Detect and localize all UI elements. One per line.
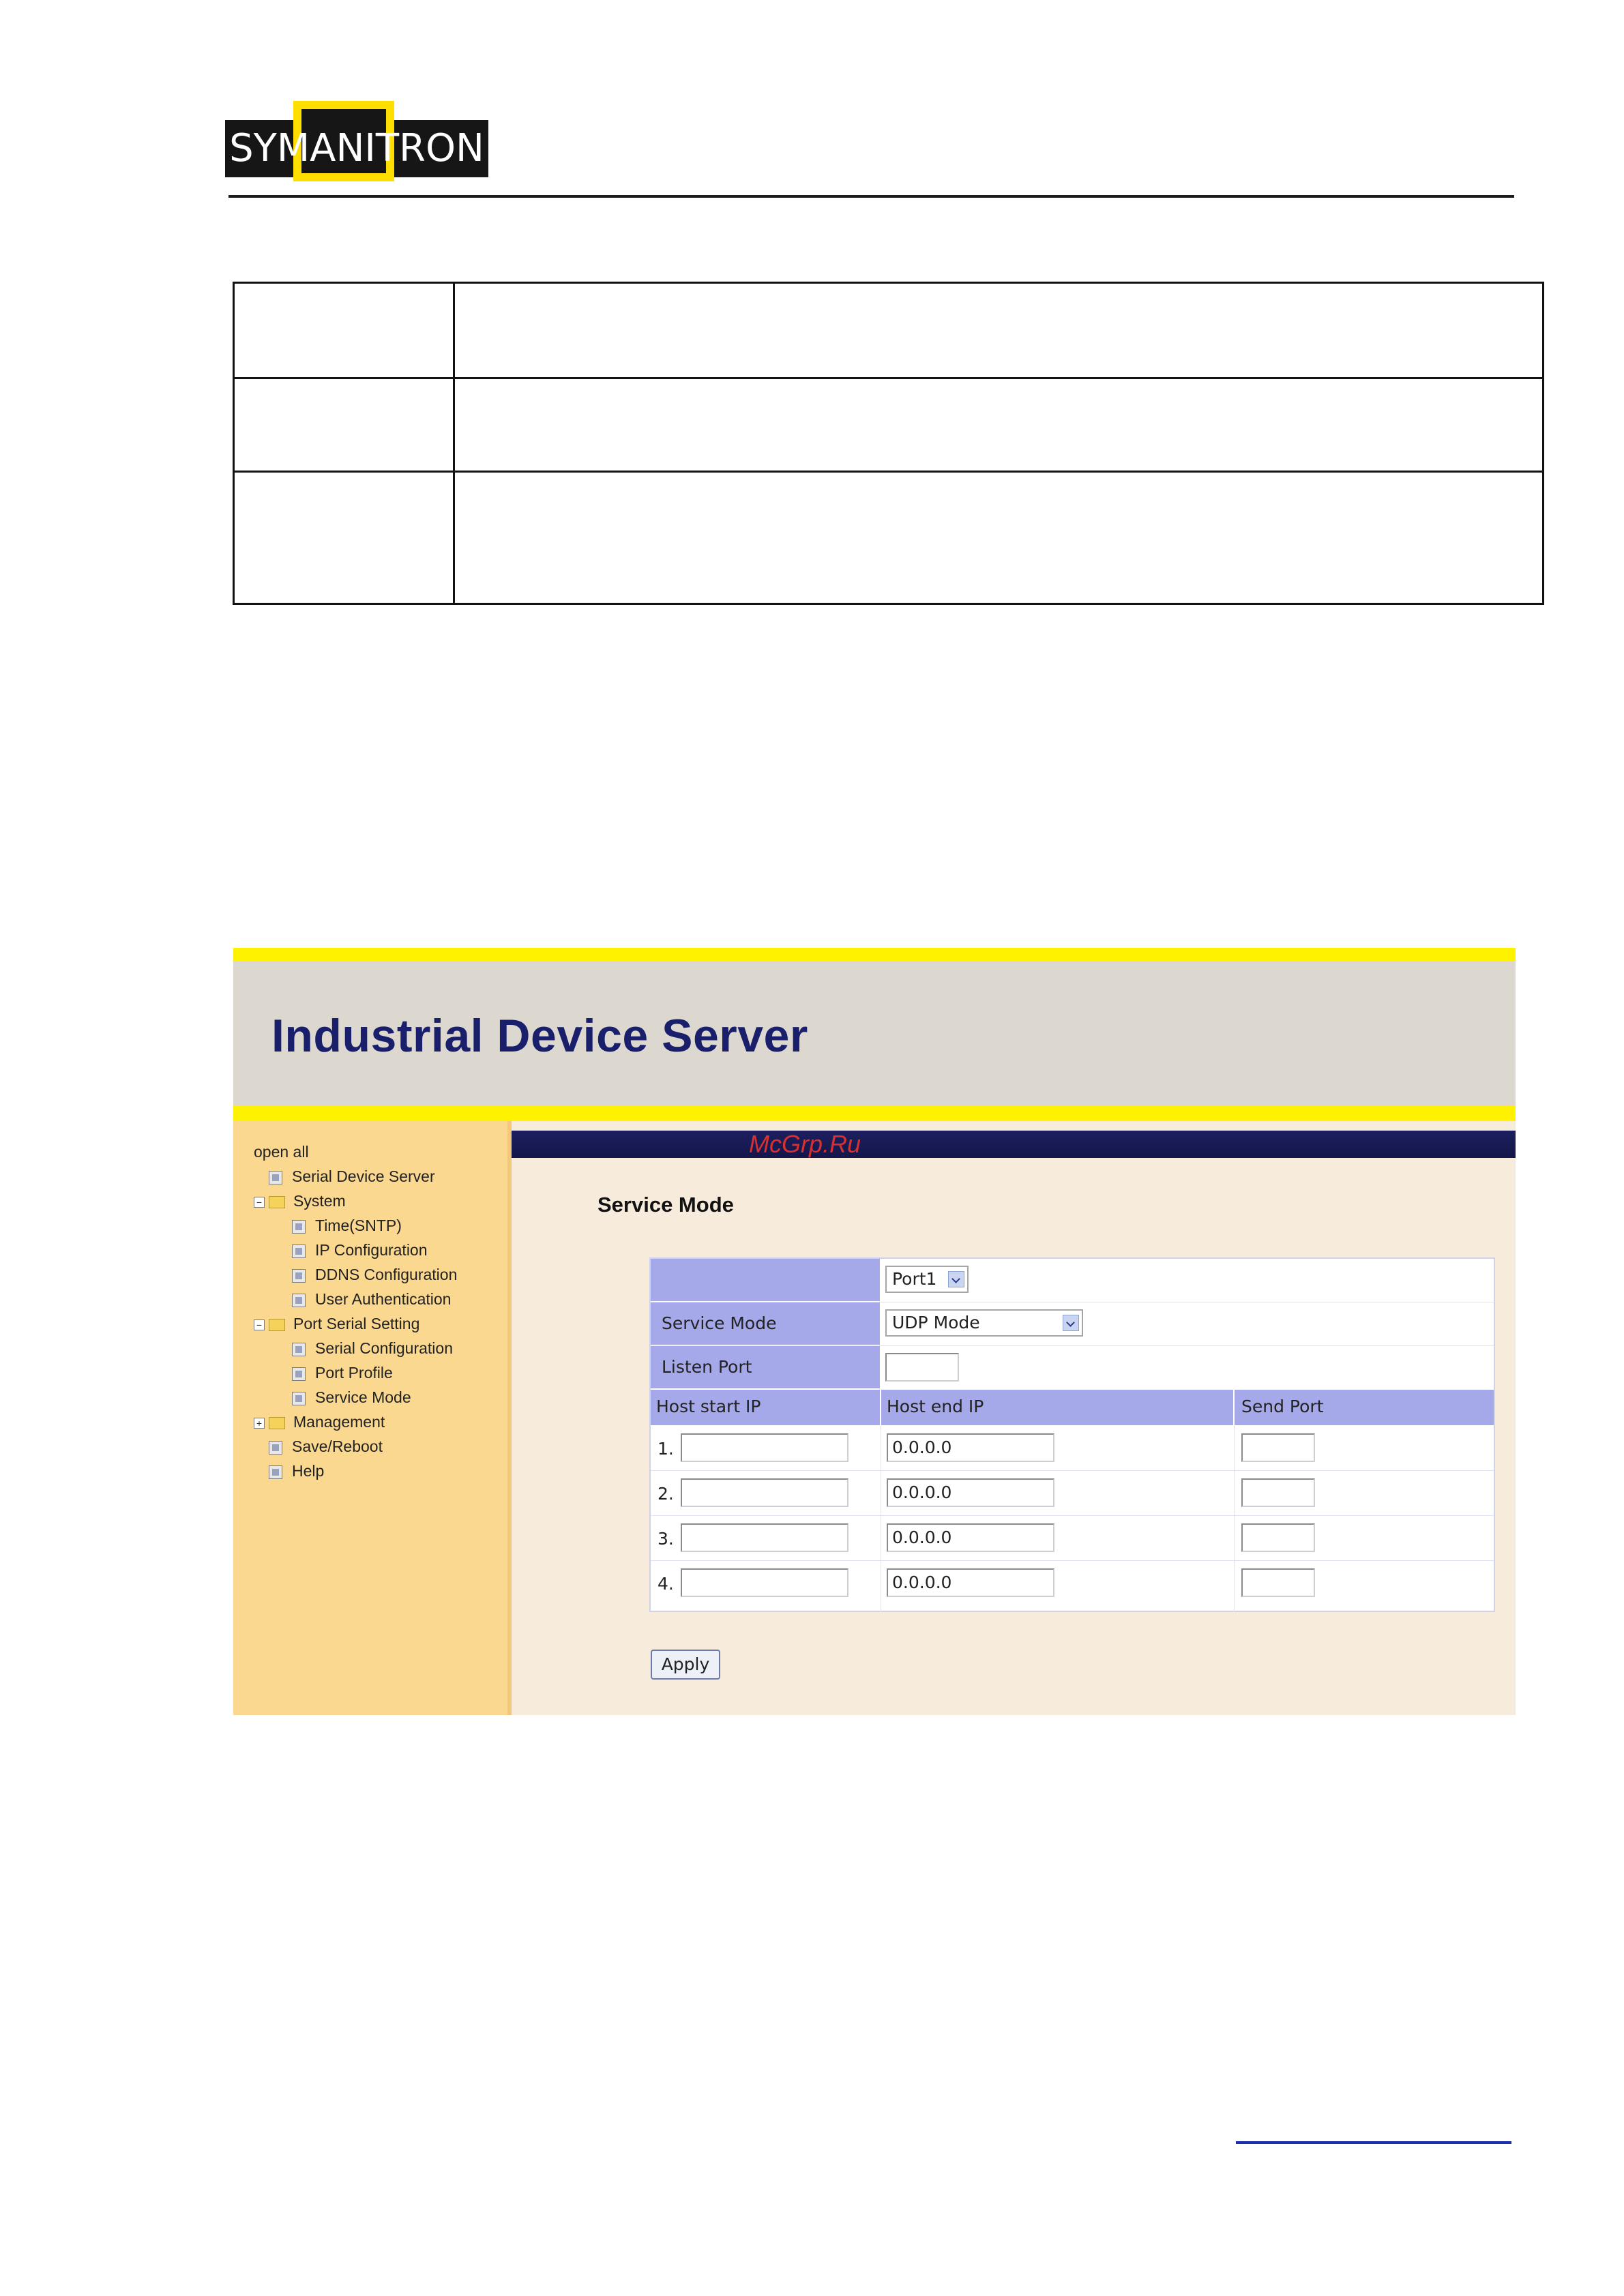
row-number: 1. [658,1439,674,1459]
tree-item-port-serial-setting[interactable]: − Port Serial Setting [254,1313,419,1334]
collapse-icon[interactable]: − [254,1197,265,1208]
banner-title: Industrial Device Server [271,1010,808,1062]
expand-icon[interactable]: + [254,1418,265,1429]
service-mode-label: Service Mode [651,1302,880,1345]
col-host-start-ip: Host start IP [651,1390,880,1425]
page-icon [292,1220,306,1234]
top-nav-bar [512,1131,1516,1158]
page-icon [292,1244,306,1258]
device-server-screenshot [233,948,1516,1715]
tree-item-serial-configuration[interactable]: Serial Configuration [292,1338,453,1358]
host-start-ip-input[interactable] [681,1433,848,1462]
watermark: McGrp.Ru [749,1130,861,1158]
sidebar-tree [233,1121,512,1715]
page-icon [292,1367,306,1381]
page-icon [292,1343,306,1356]
col-host-end-ip: Host end IP [881,1390,1233,1425]
host-end-ip-input[interactable]: 0.0.0.0 [887,1478,1054,1507]
company-logo [225,101,488,181]
logo-text: SYMANITRON [229,126,484,170]
tree-item-time-sntp[interactable]: Time(SNTP) [292,1215,402,1236]
row-number: 3. [658,1529,674,1549]
page-icon [269,1171,282,1184]
host-end-ip-input[interactable]: 0.0.0.0 [887,1433,1054,1462]
host-start-ip-input[interactable] [681,1523,848,1552]
page-icon [292,1269,306,1283]
tree-item-serial-device-server[interactable]: Serial Device Server [269,1166,435,1187]
footer-link-underline [1236,2141,1511,2144]
apply-button[interactable]: Apply [651,1650,720,1680]
page-icon [292,1392,306,1405]
port-select[interactable]: Port1 [885,1266,969,1293]
tree-item-management[interactable]: + Management [254,1412,385,1432]
collapse-icon[interactable]: − [254,1320,265,1330]
page-title: Service Mode [597,1193,734,1217]
service-mode-form [649,1257,1495,1612]
tree-item-service-mode[interactable]: Service Mode [292,1387,411,1407]
send-port-input[interactable] [1241,1523,1315,1552]
row-number: 2. [658,1484,674,1504]
chevron-down-icon [1063,1315,1079,1331]
header-rule [228,195,1514,198]
listen-port-input[interactable] [885,1353,959,1382]
folder-open-icon [269,1319,285,1331]
tree-item-ip-configuration[interactable]: IP Configuration [292,1240,428,1260]
send-port-input[interactable] [1241,1478,1315,1507]
folder-open-icon [269,1196,285,1208]
page-icon [292,1294,306,1307]
host-start-ip-input[interactable] [681,1478,848,1507]
page-icon [269,1465,282,1479]
host-end-ip-input[interactable]: 0.0.0.0 [887,1568,1054,1597]
listen-port-label: Listen Port [651,1346,880,1388]
content-area [512,1121,1516,1715]
banner [233,948,1516,1110]
chevron-down-icon [948,1271,964,1287]
document-table [233,282,1544,605]
tree-item-save-reboot[interactable]: Save/Reboot [269,1436,383,1457]
page-icon [269,1441,282,1455]
tree-item-ddns-configuration[interactable]: DDNS Configuration [292,1264,457,1285]
col-send-port: Send Port [1235,1390,1494,1425]
tree-item-user-authentication[interactable]: User Authentication [292,1289,451,1309]
tree-item-help[interactable]: Help [269,1461,324,1481]
folder-closed-icon [269,1417,285,1429]
tree-item-system[interactable]: − System [254,1191,346,1211]
host-end-ip-input[interactable]: 0.0.0.0 [887,1523,1054,1552]
send-port-input[interactable] [1241,1433,1315,1462]
row-number: 4. [658,1574,674,1594]
tree-open-all[interactable]: open all [254,1143,309,1161]
service-mode-select[interactable]: UDP Mode [885,1309,1083,1337]
host-start-ip-input[interactable] [681,1568,848,1597]
tree-item-port-profile[interactable]: Port Profile [292,1362,393,1383]
send-port-input[interactable] [1241,1568,1315,1597]
